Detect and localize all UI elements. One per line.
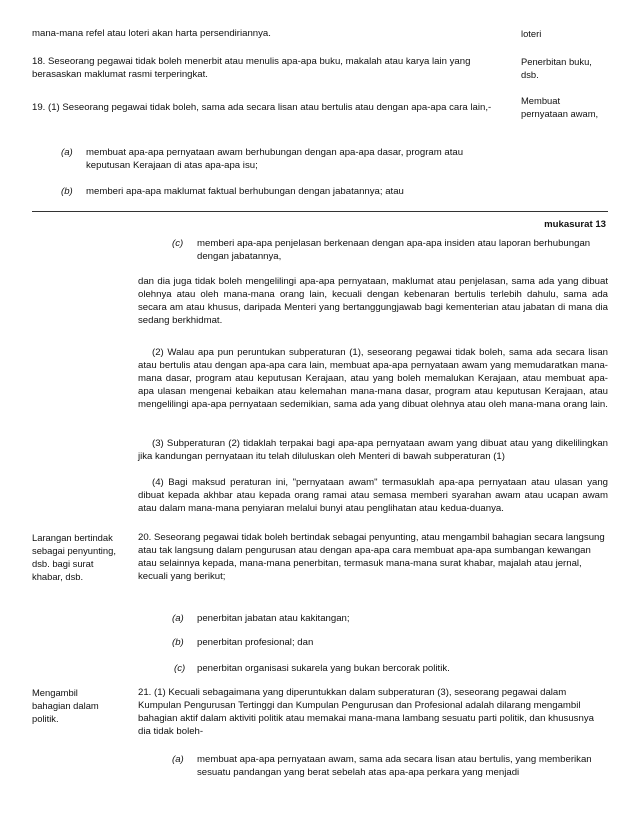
list-label: (b) — [61, 186, 73, 197]
list-item-19b — [61, 185, 511, 201]
list-item-20a — [172, 612, 607, 628]
list-text: membuat apa-apa pernyataan awam berhubungan dengan apa-apa dasar, program atau keputusan Kerajaan di atas apa-apa isu; — [86, 147, 464, 171]
list-label: (a) — [172, 754, 184, 765]
side-note-20: Larangan bertindak sebagai penyunting, dsb. bagi surat khabar, dsb. — [32, 532, 116, 582]
list-label: (b) — [172, 637, 184, 648]
section-20: 20. Seseorang pegawai tidak boleh bertindak sebagai penyunting, atau mengambil bahagian secara langsung atau tak langsung dalam pengurusan atau dengan apa-apa cara membuat apa-apa sumbangan kewangan atau selainnya kepada, mana-mana penerbitan, termasuk mana-mana surat khabar, majalah atau jernal, kecuali yang berikut; — [138, 532, 605, 582]
list-text: penerbitan jabatan atau kakitangan; — [197, 613, 350, 624]
side-note-loteri: loteri — [521, 28, 542, 39]
page-number: mukasurat 13 — [544, 219, 606, 230]
text-line-loteri: mana-mana refel atau loteri akan harta persendiriannya. — [32, 28, 271, 39]
section-21-1: 21. (1) Kecuali sebagaimana yang diperuntukkan dalam subperaturan (3), seseorang pegawai dalam Kumpulan Pengurusan Tertinggi dan Kumpulan Pengurusan dan Profesional adalah dilarang mengambil bahagian aktif dalam aktiviti politik atau memakai mana-mana lambang sesuatu parti politik, dan khususnya dia tidak boleh- — [138, 687, 594, 737]
paragraph-19-3: (3) Subperaturan (2) tidaklah terpakai bagi apa-apa pernyataan awam yang dibuat atau yang dikelilingkan jika kandungan pernyataan itu telah diluluskan oleh Menteri di bawah subperaturan (1) — [138, 438, 608, 462]
list-item-20b — [172, 636, 607, 652]
paragraph-19-1-cont: dan dia juga tidak boleh mengelilingi apa-apa pernyataan, maklumat atau penjelasan, sama ada yang dibuat olehnya atau oleh mana-mana orang lain, kecuali dengan kebenaran bertulis terlebih dahulu, sama ada secara am atau khusus, daripada Menteri yang bertanggungjawab bagi kementerian atau jabatan di mana dia sedang berkhidmat. — [138, 276, 608, 326]
list-item-21a — [172, 753, 607, 783]
side-note-21: Mengambil bahagian dalam politik. — [32, 687, 99, 724]
list-label: (c) — [174, 663, 186, 674]
section-19-1: 19. (1) Seseorang pegawai tidak boleh, sama ada secara lisan atau bertulis atau dengan apa-apa cara lain,- — [32, 102, 492, 113]
paragraph-19-4: (4) Bagi maksud peraturan ini, "pernyataan awam" termasuklah apa-apa pernyataan atau ulasan yang dibuat kepada akhbar atau kepada orang ramai atau semasa memberi syarahan awam atau ucapan awam atau dalam mana-mana penyiaran melalui bunyi atau penglihatan atau kedua-duanya. — [138, 477, 608, 514]
list-text: penerbitan profesional; dan — [197, 637, 314, 648]
list-item-20c — [174, 662, 607, 678]
paragraph-19-2: (2) Walau apa pun peruntukan subperaturan (1), seseorang pegawai tidak boleh, sama ada secara lisan atau bertulis atau dengan apa-apa cara lain, membuat apa-apa pernyataan awam yang memudaratkan mana-mana dasar, program atau keputusan Kerajaan, atau yang boleh memalukan Kerajaan, atau membuat apa-apa ulasan mengenai kebaikan atau kelemahan mana-mana dasar, program atau keputusan Kerajaan, atau mengelilingi apa-apa pernyataan sedemikian, sama ada yang dibuat olehnya atau oleh mana-mana orang lain. — [138, 347, 608, 410]
list-label: (c) — [172, 238, 184, 249]
side-note-19: Membuat pernyataan awam, — [521, 95, 599, 119]
list-text: membuat apa-apa pernyataan awam, sama ada secara lisan atau bertulis, yang memberikan sesuatu pandangan yang berat sebelah atas apa-apa perkara yang menjadi — [197, 754, 592, 778]
list-item-19c — [172, 237, 607, 267]
list-item-19a — [61, 146, 511, 176]
list-label: (a) — [172, 613, 184, 624]
page-divider — [32, 211, 608, 212]
section-18: 18. Seseorang pegawai tidak boleh menerbit atau menulis apa-apa buku, makalah atau karya lain yang berasaskan maklumat rasmi terperingkat. — [32, 56, 471, 80]
list-label: (a) — [61, 147, 73, 158]
list-text: memberi apa-apa maklumat faktual berhubungan dengan jabatannya; atau — [86, 186, 404, 197]
side-note-18: Penerbitan buku, dsb. — [521, 56, 592, 80]
list-text: penerbitan organisasi sukarela yang bukan bercorak politik. — [197, 663, 450, 674]
list-text: memberi apa-apa penjelasan berkenaan dengan apa-apa insiden atau laporan berhubungan dengan jabatannya, — [197, 238, 591, 262]
